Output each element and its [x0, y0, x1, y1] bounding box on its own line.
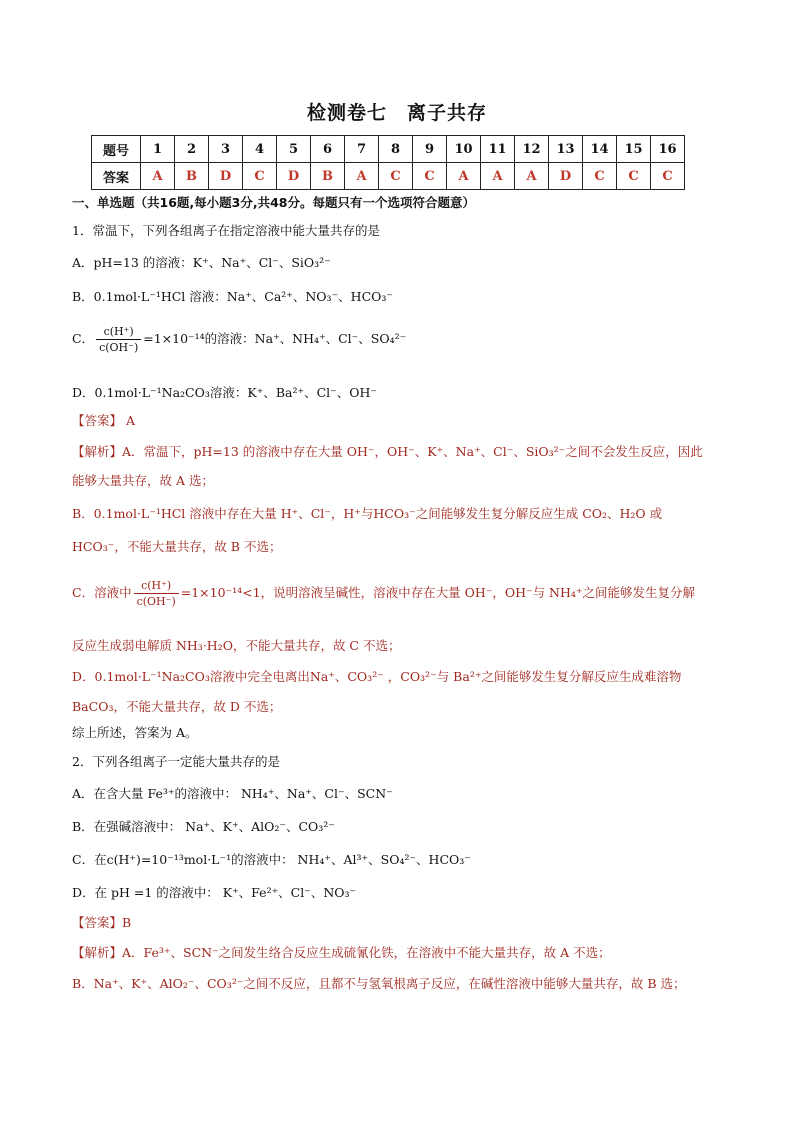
answer-cell: A	[447, 163, 481, 190]
question-number: 9	[413, 136, 447, 163]
question-number: 10	[447, 136, 481, 163]
q1-option-a: A．pH=13 的溶液：K⁺、Na⁺、Cl⁻、SiO₃²⁻	[72, 255, 331, 270]
fraction-denominator: c(OH⁻)	[136, 595, 176, 608]
q1-answer: 【答案】 A	[72, 413, 136, 428]
question-number: 14	[583, 136, 617, 163]
question-number: 5	[277, 136, 311, 163]
question-number: 1	[141, 136, 175, 163]
section-heading: 一、单选题（共16题,每小题3分,共48分。每题只有一个选项符合题意）	[72, 195, 475, 210]
q1-explanation-a-line2: 能够大量共存，故 A 选；	[72, 473, 214, 488]
q2-option-d: D．在 pH =1 的溶液中： K⁺、Fe²⁺、Cl⁻、NO₃⁻	[72, 885, 357, 900]
answer-cell: A	[481, 163, 515, 190]
q2-option-b: B．在强碱溶液中： Na⁺、K⁺、AlO₂⁻、CO₃²⁻	[72, 819, 335, 834]
answer-cell: A	[515, 163, 549, 190]
page-title: 检测卷七 离子共存	[306, 102, 487, 124]
question-number: 8	[379, 136, 413, 163]
answer-cell: C	[617, 163, 651, 190]
fraction-denominator: c(OH⁻)	[99, 341, 139, 354]
q2-option-a: A．在含大量 Fe³⁺的溶液中： NH₄⁺、Na⁺、Cl⁻、SCN⁻	[72, 786, 393, 801]
q1-explanation-a-line1: 【解析】A．常温下，pH=13 的溶液中存在大量 OH⁻，OH⁻、K⁺、Na⁺、Cl⁻、SiO₃²⁻之间不会发生反应，因此	[72, 444, 703, 459]
answer-cell: B	[311, 163, 345, 190]
answer-cell: C	[413, 163, 447, 190]
question-number: 16	[651, 136, 685, 163]
answer-cell: C	[379, 163, 413, 190]
answer-cell: D	[549, 163, 583, 190]
question-number: 7	[345, 136, 379, 163]
answer-table	[91, 135, 685, 190]
q1-option-b: B．0.1mol·L⁻¹HCl 溶液：Na⁺、Ca²⁺、NO₃⁻、HCO₃⁻	[72, 289, 393, 304]
answer-cell: D	[209, 163, 243, 190]
q1-explanation-b-line1: B．0.1mol·L⁻¹HCl 溶液中存在大量 H⁺、Cl⁻，H⁺与HCO₃⁻之间能够发生复分解反应生成 CO₂、H₂O 或	[72, 506, 663, 521]
answer-cell: A	[141, 163, 175, 190]
question-number: 3	[209, 136, 243, 163]
q1-explanation-c-text: =1×10⁻¹⁴<1，说明溶液呈碱性，溶液中存在大量 OH⁻，OH⁻与 NH₄⁺之间能够发生复分解	[180, 585, 695, 600]
answer-cell: B	[175, 163, 209, 190]
q1-stem: 1．常温下，下列各组离子在指定溶液中能大量共存的是	[72, 223, 380, 238]
q2-explanation-a: 【解析】A．Fe³⁺、SCN⁻之间发生络合反应生成硫氰化铁，在溶液中不能大量共存，故 A 不选；	[72, 945, 611, 960]
q2-answer: 【答案】B	[72, 915, 132, 930]
q1-explanation-d-line2: BaCO₃，不能大量共存，故 D 不选；	[72, 699, 282, 714]
answer-table-answer-label: 答案	[92, 163, 141, 190]
q2-option-c: C．在c(H⁺)=10⁻¹³mol·L⁻¹的溶液中： NH₄⁺、Al³⁺、SO₄²⁻、HCO₃⁻	[72, 852, 471, 867]
answer-cell: C	[583, 163, 617, 190]
answer-cell: C	[243, 163, 277, 190]
question-number: 2	[175, 136, 209, 163]
q1-explanation-b-line2: HCO₃⁻，不能大量共存，故 B 不选；	[72, 539, 282, 554]
q1-option-c-fraction	[96, 324, 141, 355]
answer-cell: D	[277, 163, 311, 190]
answer-table-number-row	[92, 136, 685, 163]
question-number: 4	[243, 136, 277, 163]
answer-table-header-label: 题号	[92, 136, 141, 163]
question-number: 13	[549, 136, 583, 163]
q1-explanation-c-line2: 反应生成弱电解质 NH₃·H₂O，不能大量共存，故 C 不选；	[72, 638, 401, 653]
q1-explanation-c-fraction	[134, 578, 179, 609]
question-number: 15	[617, 136, 651, 163]
fraction-numerator: c(H⁺)	[134, 578, 179, 594]
q2-explanation-b: B．Na⁺、K⁺、AlO₂⁻、CO₃²⁻之间不反应，且都不与氢氧根离子反应，在碱性溶液中能够大量共存，故 B 选；	[72, 976, 686, 991]
q1-option-c	[72, 324, 406, 355]
q1-explanation-d-line1: D．0.1mol·L⁻¹Na₂CO₃溶液中完全电离出Na⁺、CO₃²⁻ ，CO₃²⁻与 Ba²⁺之间能够发生复分解反应生成难溶物	[72, 669, 682, 684]
q1-option-c-text: =1×10⁻¹⁴的溶液：Na⁺、NH₄⁺、Cl⁻、SO₄²⁻	[143, 331, 407, 346]
question-number: 6	[311, 136, 345, 163]
q1-option-c-label: C．	[72, 331, 95, 346]
q1-option-d: D．0.1mol·L⁻¹Na₂CO₃溶液：K⁺、Ba²⁺、Cl⁻、OH⁻	[72, 385, 377, 400]
fraction-numerator: c(H⁺)	[96, 324, 141, 340]
q1-summary: 综上所述，答案为 A。	[72, 725, 198, 740]
question-number: 12	[515, 136, 549, 163]
question-number: 11	[481, 136, 515, 163]
q1-explanation-c-line1	[72, 578, 695, 609]
answer-cell: C	[651, 163, 685, 190]
q1-explanation-c-prefix: C．溶液中	[72, 585, 132, 600]
q2-stem: 2．下列各组离子一定能大量共存的是	[72, 754, 280, 769]
answer-table-answer-row	[92, 163, 685, 190]
answer-cell: A	[345, 163, 379, 190]
